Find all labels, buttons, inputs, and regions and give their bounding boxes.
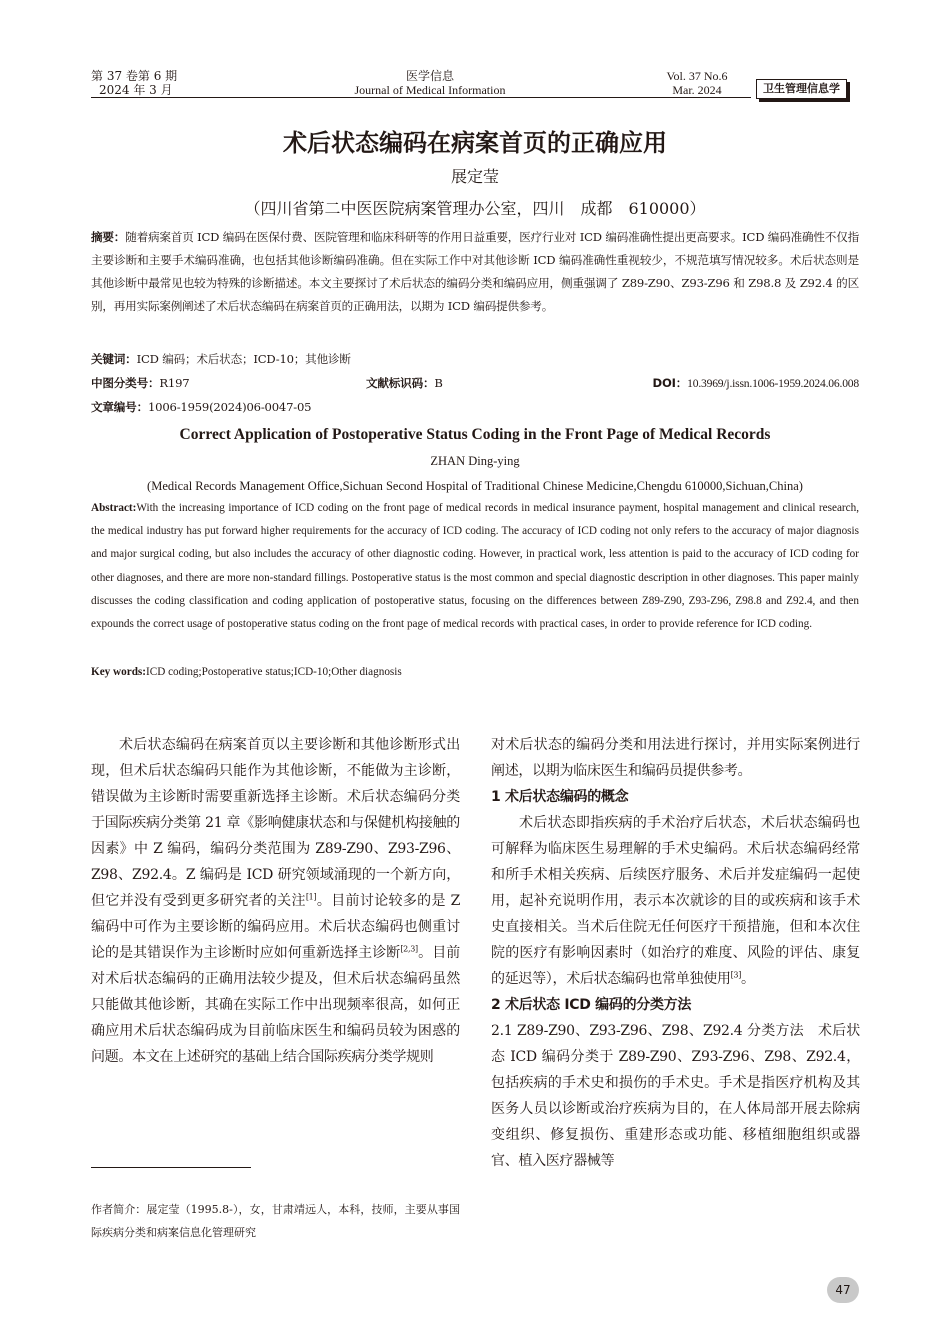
- author-footnote: 作者简介：展定莹（1995.8-），女，甘肃靖远人，本科，技师，主要从事国际疾病分类和病案信息化管理研究: [91, 1203, 460, 1239]
- doi-label: DOI：: [652, 376, 688, 390]
- clc-label: 中图分类号：: [91, 376, 160, 390]
- body-paragraph-1: [91, 732, 460, 1070]
- header-center: [350, 69, 510, 97]
- body-text: 术后状态即指疾病的手术治疗后状态，术后状态编码也可解释为临床医生易理解的手术史编码。术后状态编码经常和所手术相关疾病、后续医疗服务、术后并发症编码一起使用，起补充说明作用，表示本次就诊的目的或疾病和该手术史直接相关。当术后住院无任何医疗干预措施，但和本次住院的医疗有影响因素时（如治疗的难度、风险的评估、康复的延迟等），术后状态编码也常单独使用: [491, 815, 860, 987]
- doc-code: [366, 372, 566, 395]
- abstract-zh: [91, 226, 859, 318]
- body-text: 术后状态 ICD 编码分类于 Z89-Z90、Z93-Z96、Z98、Z92.4，包括疾病的手术史和损伤的手术史。手术是指医疗机构及其医务人员以诊断或治疗疾病为目的，在人体局部开展去除病变组织、修复损伤、重建形态或功能、移植细胞组织或器官、植入医疗器械等: [491, 1023, 860, 1169]
- journal-name-en: Journal of Medical Information: [354, 83, 506, 97]
- abstract-zh-text: 随着病案首页 ICD 编码在医保付费、医院管理和临床科研等的作用日益重要，医疗行业对 ICD 编码准确性提出更高要求。ICD 编码准确性不仅指主要诊断和主要手术编码准确，也包括其他诊断编码准确。但在实际工作中对其他诊断 ICD 编码准确性重视较少，不规范填写情况较多。术后状态则是其他诊断中最常见也较为特殊的诊断描述。本文主要探讨了术后状态的编码分类和编码应用，侧重强调了 Z89-Z90、Z93-Z96 和 Z98.8 及 Z92.4 的区别，再用实际案例阐述了术后状态编码在病案首页的正确用法，以期为 ICD 编码提供参考。: [91, 230, 859, 313]
- header-date-en: Mar. 2024: [672, 83, 722, 97]
- body-text: 。目前对术后状态编码的正确用法较少提及，但术后状态编码虽然只能做其他诊断，其确在实际工作中出现频率很高，如何正确应用术后状态编码成为目前临床医生和编码员较为困惑的问题。本文在上述研究的基础上结合国际疾病分类学规则: [91, 945, 460, 1065]
- header-right: [662, 69, 732, 97]
- article-number: [91, 396, 591, 419]
- keywords-en: [91, 661, 859, 684]
- page-number: 47: [827, 1277, 859, 1303]
- body-paragraph-3: [491, 810, 860, 992]
- body-text: 术后状态编码在病案首页以主要诊断和其他诊断形式出现，但术后状态编码只能作为其他诊断，不能做为主诊断，错误做为主诊断时需要重新选择主诊断。术后状态编码分类于国际疾病分类第 21 章《影响健康状态和与保健机构接触的因素》中 Z 编码，编码分类范围为 Z89-Z90、Z93-Z96、Z98、Z92.4。Z 编码是 ICD 研究领域涌现的一个新方向，但它并没有受到更多研究者的关注: [91, 737, 460, 909]
- author-en: ZHAN Ding-ying: [430, 454, 520, 468]
- clc-value: R197: [159, 376, 190, 390]
- footnote-rule: [91, 1167, 251, 1168]
- keywords-zh-text: ICD 编码；术后状态；ICD-10；其他诊断: [136, 352, 351, 366]
- affiliation-en: (Medical Records Management Office,Sichuan Second Hospital of Traditional Chinese Medicine,Chengdu 610000,Sichuan,China): [147, 479, 803, 493]
- page-title: 术后状态编码在病案首页的正确应用: [283, 129, 667, 157]
- doc-code-label: 文献标识码：: [366, 376, 435, 390]
- body-paragraph-2: 对术后状态的编码分类和用法进行探讨，并用实际案例进行阐述，以期为临床医生和编码员提供参考。: [491, 737, 860, 779]
- abstract-en: [91, 497, 859, 636]
- keywords-en-label: Key words:: [91, 666, 146, 678]
- header-date-zh: 2024 年 3 月: [99, 83, 173, 97]
- doi-value: 10.3969/j.issn.1006-1959.2024.06.008: [687, 377, 859, 390]
- abstract-en-text: With the increasing importance of ICD coding on the front page of medical records in medical insurance payment, hospital management and clinical research, the medical industry has put forward higher requirements for the accuracy of ICD coding. The accuracy of ICD coding not only refers to the accuracy of major diagnosis and major surgical coding, but also includes the accuracy of other diagnostic coding. However, in practical work, less attention is paid to the accuracy of ICD coding for other diagnoses, and there are more non-standard fillings. Postoperative status is the most common and special diagnostic description in other diagnoses. This paper mainly discusses the coding classification and coding application of postoperative status, focusing on the differences between Z89-Z90, Z93-Z96, Z98.8 and Z92.4, and then expounds the correct usage of postoperative status coding on the front page of medical records with practical cases, in order to provide reference for ICD coding.: [91, 502, 859, 631]
- journal-name-zh: 医学信息: [405, 69, 454, 83]
- body-left-column: [91, 732, 460, 1070]
- doi: [560, 372, 859, 395]
- ref-3: [3]: [730, 970, 742, 980]
- article-number-value: 1006-1959(2024)06-0047-05: [147, 400, 312, 414]
- abstract-zh-label: 摘要：: [91, 230, 126, 244]
- body-paragraph-4: [491, 1018, 860, 1174]
- section-label: 卫生管理信息学: [756, 79, 847, 99]
- article-number-label: 文章编号：: [91, 400, 148, 414]
- keywords-zh-label: 关键词：: [91, 352, 137, 366]
- body-right-column: [491, 732, 860, 1174]
- ref-1: [1]: [305, 892, 317, 902]
- keywords-en-text: ICD coding;Postoperative status;ICD-10;Other diagnosis: [146, 666, 402, 678]
- subsection-heading: 2.1 Z89-Z90、Z93-Z96、Z98、Z92.4 分类方法: [491, 1023, 804, 1039]
- author-zh: 展定莹: [450, 167, 499, 186]
- section-heading-2: 2 术后状态 ICD 编码的分类方法: [491, 997, 692, 1013]
- keywords-zh: [91, 348, 859, 371]
- header-volume: 第 37 卷第 6 期: [91, 69, 178, 83]
- body-text: 。目前讨论较多的是 Z 编码中可作为主要诊断的编码应用。术后状态编码也侧重讨论的是其错误作为主诊断时应如何重新选择主诊断: [91, 893, 461, 961]
- header-left: [91, 69, 177, 97]
- abstract-en-label: Abstract:: [91, 502, 137, 514]
- body-text: 。: [741, 971, 755, 987]
- doc-code-value: B: [434, 376, 443, 390]
- header-rule: [91, 97, 751, 98]
- title-en: Correct Application of Postoperative Status Coding in the Front Page of Medical Records: [179, 426, 771, 443]
- ref-2: [2,3]: [400, 944, 418, 954]
- section-heading-1: 1 术后状态编码的概念: [491, 789, 629, 805]
- affiliation-zh: （四川省第二中医医院病案管理办公室，四川 成都 610000）: [244, 199, 706, 218]
- header-vol-en: Vol. 37 No.6: [666, 69, 728, 83]
- clc: [91, 372, 341, 395]
